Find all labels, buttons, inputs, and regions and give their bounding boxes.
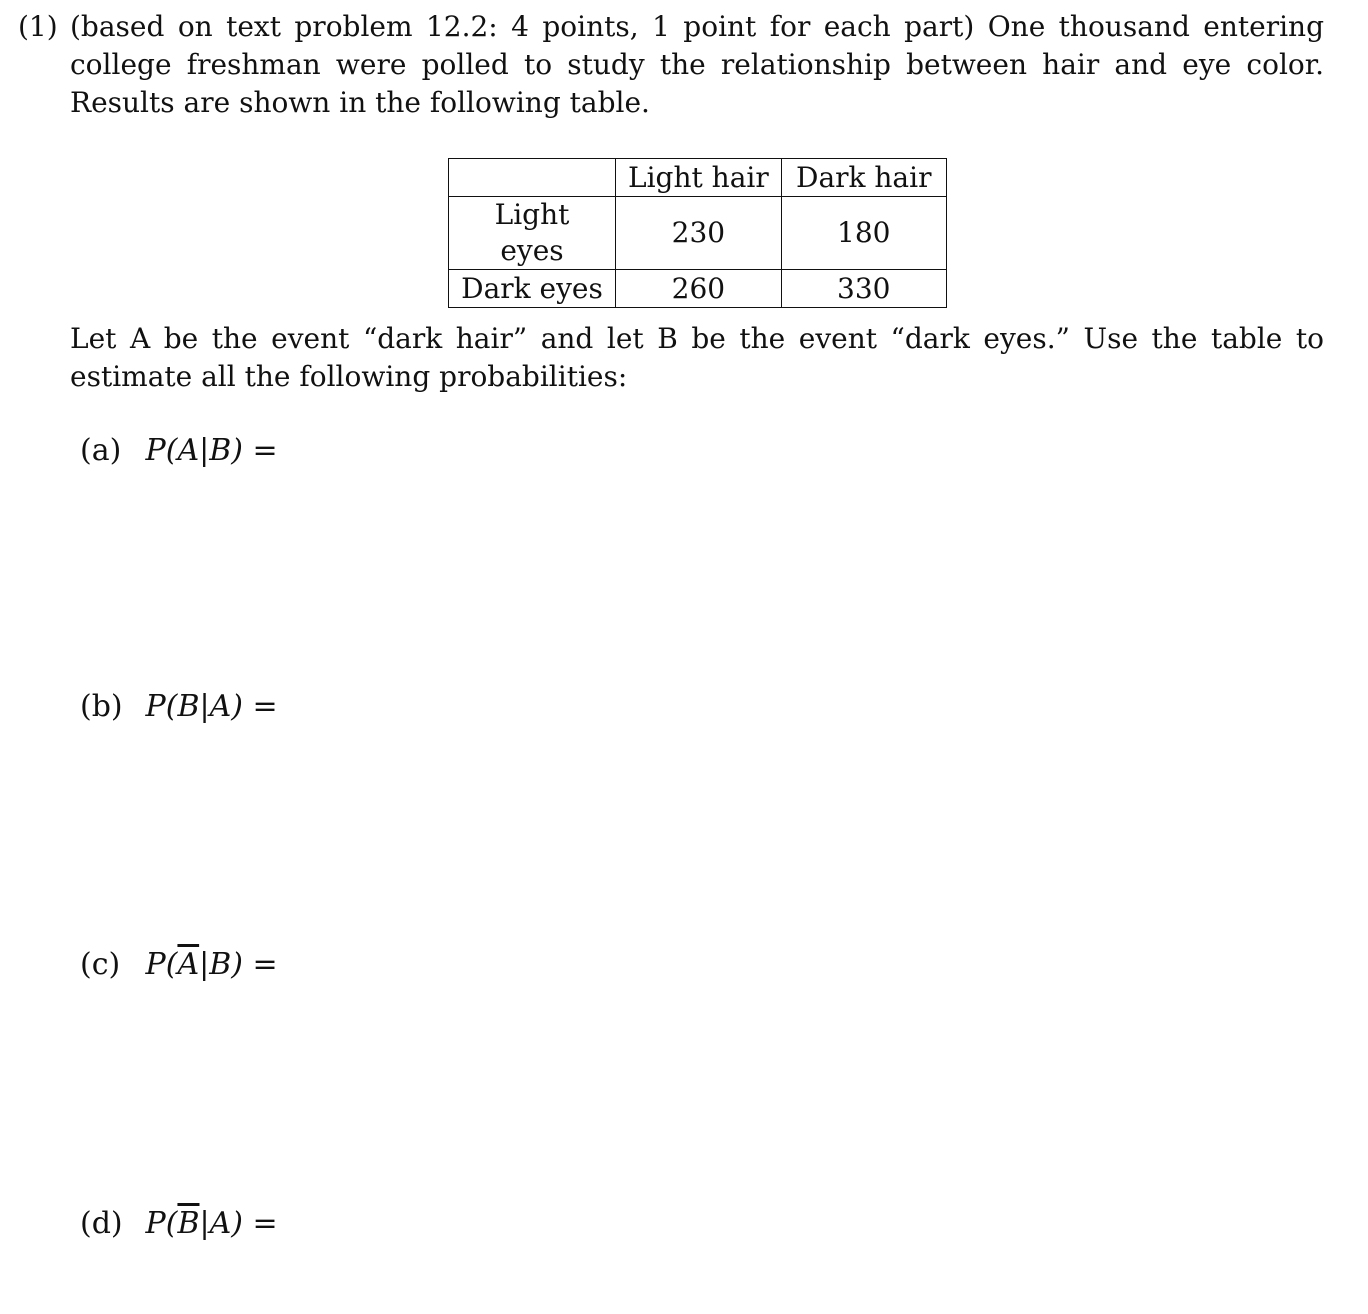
- question-label: (b): [80, 689, 123, 724]
- question-c: [80, 946, 278, 984]
- expr-suffix: B|A) =: [177, 689, 278, 724]
- question-a: [80, 432, 278, 470]
- table-col-header: Light hair: [616, 159, 782, 197]
- expr-prefix: P(: [145, 1206, 178, 1241]
- table-cell: 230: [616, 197, 782, 270]
- question-label: (a): [80, 433, 122, 468]
- table-cell: 260: [616, 270, 782, 308]
- question-expression: [146, 1206, 278, 1241]
- table-cell: 330: [781, 270, 946, 308]
- expr-prefix: P(: [145, 689, 178, 724]
- question-label: (c): [80, 947, 121, 982]
- table-cell: 180: [781, 197, 946, 270]
- table-row: [449, 197, 947, 270]
- table-row: [449, 270, 947, 308]
- expr-suffix: A|B) =: [177, 433, 278, 468]
- expr-complement: $\overline{A}$: [177, 947, 200, 982]
- question-b: [80, 688, 278, 726]
- question-expression: [146, 947, 278, 982]
- question-expression: [146, 689, 278, 724]
- problem-number: (1): [18, 10, 58, 43]
- expr-suffix: |A) =: [199, 1206, 278, 1241]
- expr-suffix: |B) =: [199, 947, 278, 982]
- expr-prefix: P(: [145, 433, 178, 468]
- table-corner-cell: [449, 159, 616, 197]
- hair-eye-table: [448, 158, 947, 308]
- question-label: (d): [80, 1206, 123, 1241]
- table-row-label: Light eyes: [449, 197, 616, 270]
- problem-intro: (based on text problem 12.2: 4 points, 1 point for each part) One thousand entering college freshman were polled to study the relationship between hair and eye color. Results are shown in the following table.: [70, 10, 1324, 119]
- table-header-row: [449, 159, 947, 197]
- expr-complement: $\overline{B}$: [177, 1206, 200, 1241]
- problem-statement: [18, 8, 1324, 122]
- table-col-header: Dark hair: [781, 159, 946, 197]
- table-row-label: Dark eyes: [449, 270, 616, 308]
- question-d: [80, 1205, 278, 1243]
- expr-prefix: P(: [145, 947, 178, 982]
- instructions-paragraph: Let A be the event “dark hair” and let B be the event “dark eyes.” Use the table to estimate all the following probabilities:: [70, 322, 1324, 393]
- question-expression: [146, 433, 278, 468]
